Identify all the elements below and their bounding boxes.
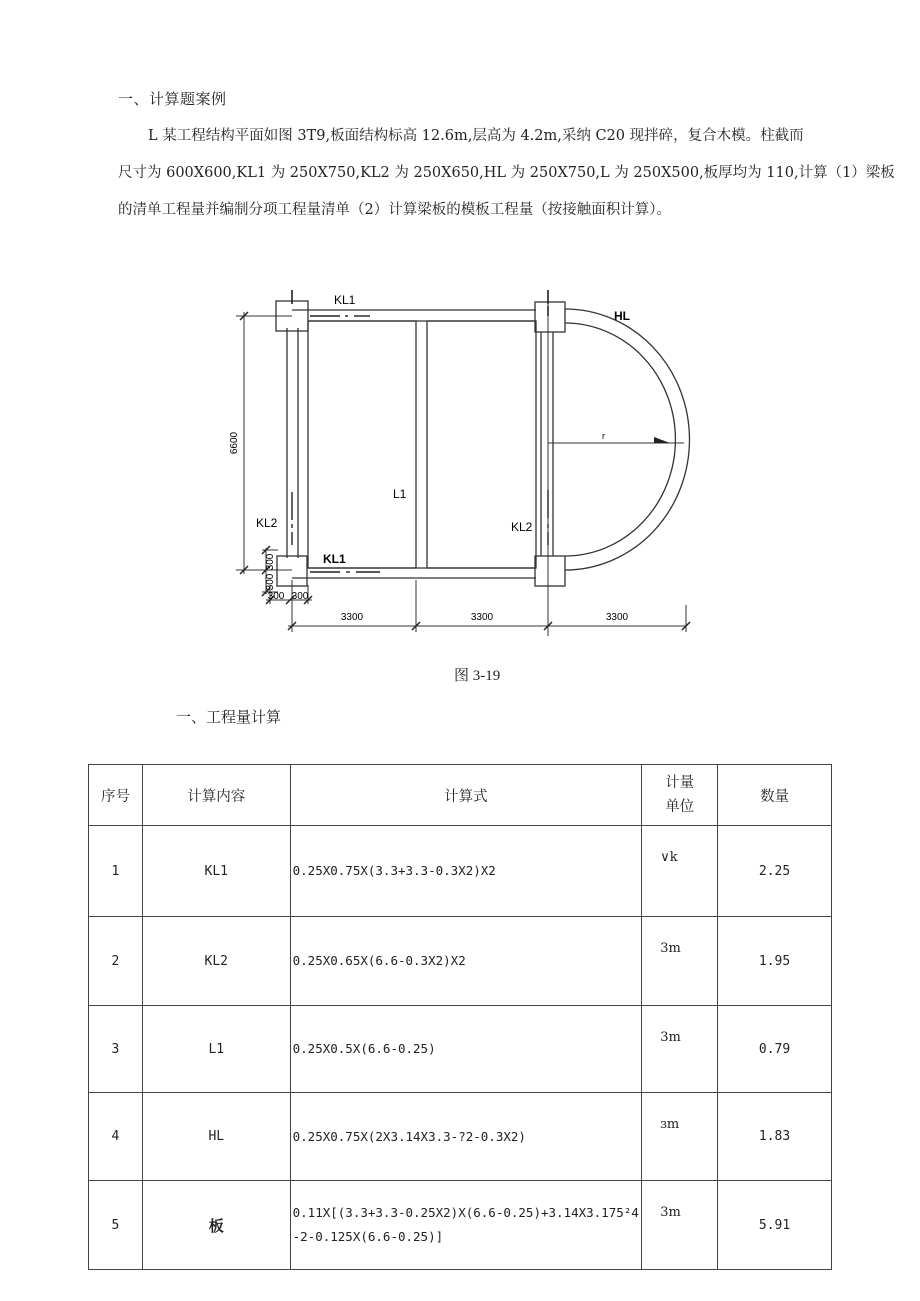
cell-content: HL [142, 1093, 290, 1181]
table-row [89, 1006, 832, 1093]
cell-qty: 5.91 [718, 1181, 832, 1270]
dim-300-vertical-a: 300 [265, 553, 276, 571]
header-formula: 计算式 [290, 765, 642, 826]
cell-qty: 1.95 [718, 917, 832, 1006]
problem-line-2: 尺寸为 600X600,KL1 为 250X750,KL2 为 250X650,HL 为 250X750,L 为 250X500,板厚均为 110,计算（1）梁板 [118, 165, 895, 181]
cell-unit: ɜm [642, 1093, 718, 1181]
dim-300-horizontal-a: 300 [267, 591, 285, 602]
label-radius: r [602, 431, 605, 441]
header-unit-line2: 单位 [665, 799, 695, 815]
cell-formula: 0.25X0.65X(6.6-0.3X2)X2 [290, 917, 642, 1006]
cell-unit: 3m [642, 1006, 718, 1093]
header-unit-line1: 计量 [665, 775, 695, 791]
table-row [89, 917, 832, 1006]
column-top-right [535, 302, 565, 332]
cell-content: KL1 [142, 826, 290, 917]
cell-unit: ∨k [642, 826, 718, 917]
section-heading: 一、计算题案例 [118, 90, 227, 108]
label-kl1-top: KL1 [334, 293, 356, 307]
header-seq: 序号 [89, 765, 143, 826]
cell-seq: 5 [89, 1181, 143, 1270]
table-row [89, 1181, 832, 1270]
cell-content: 板 [142, 1181, 290, 1270]
cell-qty: 0.79 [718, 1006, 832, 1093]
problem-statement [118, 118, 895, 229]
cell-formula-line1: 0.11X[(3.3+3.3-0.25X2)X(6.6-0.25)+3.14X3.175²4 [292, 1205, 639, 1220]
header-unit [642, 765, 718, 826]
cell-unit: 3m [642, 1181, 718, 1270]
cell-formula: 0.25X0.75X(2X3.14X3.3-?2-0.3X2) [290, 1093, 642, 1181]
table-row [89, 1093, 832, 1181]
cell-content: L1 [142, 1006, 290, 1093]
table-header-row [89, 765, 832, 826]
cell-unit: 3m [642, 917, 718, 1006]
slab-panel-left [308, 321, 416, 568]
label-kl2-right: KL2 [511, 520, 533, 534]
structural-plan-figure [0, 280, 920, 660]
column-bottom-right [535, 556, 565, 586]
radius-arrow-icon [654, 437, 670, 443]
cell-qty: 1.83 [718, 1093, 832, 1181]
table-row [89, 826, 832, 917]
header-qty: 数量 [718, 765, 832, 826]
problem-line-1: L 某工程结构平面如图 3T9,板面结构标高 12.6m,层高为 4.2m,采纳 C20 现拌碎，复合木模。柱截而 [148, 128, 804, 144]
problem-line-3: 的清单工程量并编制分项工程量清单（2）计算梁板的模板工程量（按接触面积计算）。 [118, 202, 671, 218]
sub-heading: 一、工程量计算 [176, 708, 282, 726]
dim-300-vertical-b: 300 [265, 573, 276, 591]
header-content: 计算内容 [142, 765, 290, 826]
cell-seq: 4 [89, 1093, 143, 1181]
dim-3300-b: 3300 [470, 612, 494, 623]
dim-6600: 6600 [229, 431, 240, 455]
dim-3300-c: 3300 [605, 612, 629, 623]
label-hl: HL [614, 309, 630, 323]
cell-formula: 0.25X0.5X(6.6-0.25) [290, 1006, 642, 1093]
label-kl2-left: KL2 [256, 516, 278, 530]
figure-caption: 图 3-19 [454, 668, 501, 684]
quantity-calculation-table [88, 764, 832, 1270]
cell-content: KL2 [142, 917, 290, 1006]
cell-seq: 2 [89, 917, 143, 1006]
cell-formula [290, 1181, 642, 1270]
dim-300-horizontal-b: 300 [291, 591, 309, 602]
label-kl1-bottom: KL1 [323, 552, 346, 566]
cell-formula-line2: -2-0.125X(6.6-0.25)] [292, 1229, 444, 1244]
dim-3300-a: 3300 [340, 612, 364, 623]
cell-seq: 3 [89, 1006, 143, 1093]
label-l1: L1 [393, 487, 407, 501]
cell-qty: 2.25 [718, 826, 832, 917]
cell-seq: 1 [89, 826, 143, 917]
hl-arc-outer [565, 309, 689, 570]
cell-formula: 0.25X0.75X(3.3+3.3-0.3X2)X2 [290, 826, 642, 917]
